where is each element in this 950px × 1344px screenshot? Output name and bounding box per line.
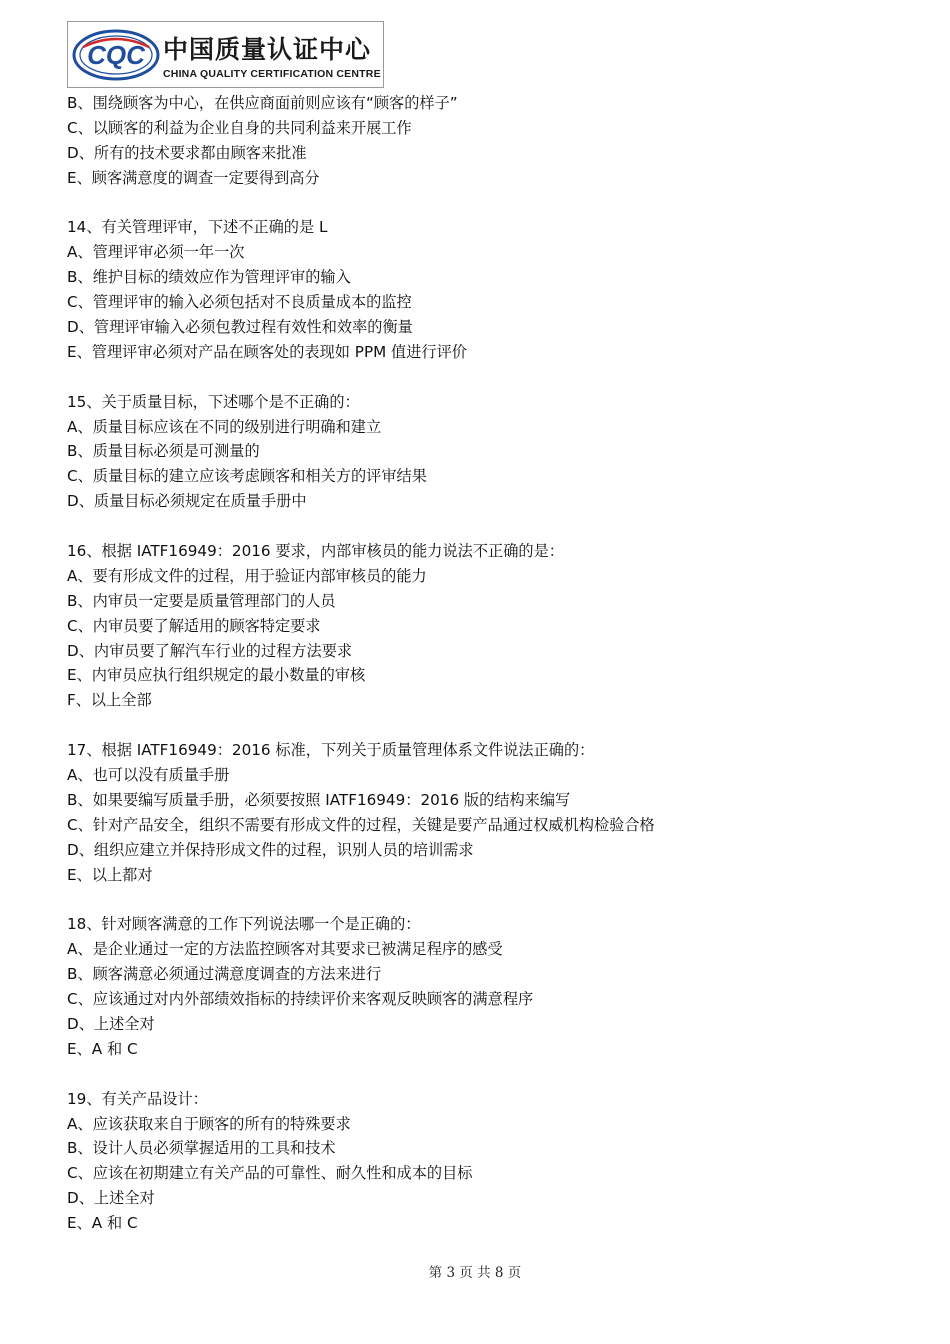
answer-option: C、内审员要了解适用的顾客特定要求	[67, 616, 321, 635]
cqc-logo-icon	[71, 27, 161, 83]
paragraph-gap	[67, 1062, 907, 1087]
paragraph-gap	[67, 365, 907, 390]
answer-option: C、应该通过对内外部绩效指标的持续评价来客观反映顾客的满意程序	[67, 990, 534, 1009]
question-block	[67, 215, 907, 364]
answer-option: C、针对产品安全，组织不需要有形成文件的过程，关键是要产品通过权威机构检验合格	[67, 815, 655, 834]
answer-option: D、上述全对	[67, 1014, 155, 1033]
answer-option: B、如果要编写质量手册，必须要按照 IATF16949：2016 版的结构来编写	[67, 790, 571, 809]
answer-option: A、管理评审必须一年一次	[67, 243, 245, 262]
answer-option: E、A 和 C	[67, 1039, 138, 1058]
question-stem: 15、关于质量目标，下述哪个是不正确的：	[67, 392, 360, 411]
answer-option: A、要有形成文件的过程，用于验证内部审核员的能力	[67, 566, 427, 585]
question-stem: 18、针对顾客满意的工作下列说法哪一个是正确的：	[67, 915, 421, 934]
answer-option: B、维护目标的绩效应作为管理评审的输入	[67, 268, 351, 287]
answer-option: D、管理评审输入必须包教过程有效性和效率的衡量	[67, 318, 413, 337]
answer-option: D、上述全对	[67, 1189, 155, 1208]
answer-option: C、应该在初期建立有关产品的可靠性、耐久性和成本的目标	[67, 1164, 473, 1183]
answer-option: D、质量目标必须规定在质量手册中	[67, 492, 307, 511]
answer-option: F、以上全部	[67, 691, 152, 710]
answer-option: B、围绕顾客为中心，在供应商面前则应该有“顾客的样子”	[67, 94, 458, 112]
answer-option: C、以顾客的利益为企业自身的共同利益来开展工作	[67, 118, 412, 137]
answer-option: B、顾客满意必须通过满意度调查的方法来进行	[67, 965, 382, 984]
answer-option: E、A 和 C	[67, 1214, 138, 1233]
paragraph-gap	[67, 191, 907, 216]
question-block	[67, 1087, 907, 1236]
answer-option: E、以上都对	[67, 865, 153, 884]
question-block	[67, 539, 907, 713]
answer-option: D、内审员要了解汽车行业的过程方法要求	[67, 641, 353, 660]
question-block	[67, 738, 907, 887]
answer-option: E、内审员应执行组织规定的最小数量的审核	[67, 666, 366, 685]
question-block	[67, 390, 907, 514]
answer-option: A、质量目标应该在不同的级别进行明确和建立	[67, 417, 382, 436]
logo-english-name: CHINA QUALITY CERTIFICATION CENTRE	[163, 68, 381, 80]
answer-option: C、质量目标的建立应该考虑顾客和相关方的评审结果	[67, 467, 427, 486]
answer-option: D、组织应建立并保持形成文件的过程，识别人员的培训需求	[67, 840, 474, 859]
answer-option: B、质量目标必须是可测量的	[67, 442, 260, 461]
answer-option: A、应该获取来自于顾客的所有的特殊要求	[67, 1114, 351, 1133]
cqc-logo	[67, 21, 384, 88]
paragraph-gap	[67, 514, 907, 539]
logo-chinese-name: 中国质量认证中心	[163, 35, 372, 64]
answer-option: B、设计人员必须掌握适用的工具和技术	[67, 1139, 336, 1158]
answer-option: E、管理评审必须对产品在顾客处的表现如 PPM 值进行评价	[67, 342, 467, 361]
paragraph-gap	[67, 713, 907, 738]
page-number: 第 3 页 共 8 页	[428, 1265, 522, 1281]
question-stem: 19、有关产品设计：	[67, 1089, 208, 1108]
answer-option: D、所有的技术要求都由顾客来批准	[67, 143, 307, 162]
paragraph-gap	[67, 888, 907, 913]
answer-option: C、管理评审的输入必须包括对不良质量成本的监控	[67, 293, 412, 312]
answer-option: E、顾客满意度的调查一定要得到高分	[67, 168, 320, 187]
question-continuation	[67, 91, 907, 191]
question-stem: 16、根据 IATF16949：2016 要求，内部审核员的能力说法不正确的是：	[67, 542, 564, 561]
question-block	[67, 912, 907, 1061]
answer-option: A、也可以没有质量手册	[67, 766, 230, 785]
logo-abbr: CQC	[87, 40, 145, 70]
question-stem: 17、根据 IATF16949：2016 标准，下列关于质量管理体系文件说法正确的：	[67, 741, 595, 760]
answer-option: A、是企业通过一定的方法监控顾客对其要求已被满足程序的感受	[67, 940, 503, 959]
answer-option: B、内审员一定要是质量管理部门的人员	[67, 591, 336, 610]
question-stem: 14、有关管理评审，下述不正确的是 L	[67, 218, 328, 237]
document-body	[67, 91, 907, 1236]
